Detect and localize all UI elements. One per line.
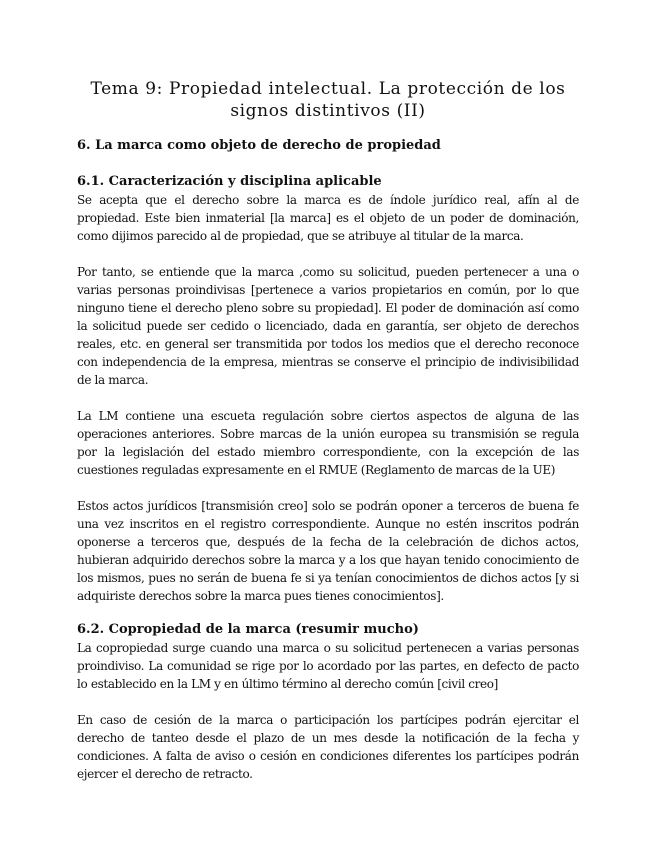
paragraph: Por tanto, se entiende que la marca ,como su solicitud, pueden pertenecer a una o varias personas proindivisas [pertenece a varios propietarios en común, por lo que ninguno tiene el derecho pleno sobre su propiedad]. El poder de dominación así como la solicitud puede ser cedido o licenciado, dada en garantía, ser objeto de derechos reales, etc. en general ser transmitida por todos los medios que el derecho reconoce con independencia de la empresa, mientras se conserve el principio de indivisibilidad de la marca. (77, 265, 579, 387)
page-title (77, 78, 579, 122)
paragraph: En caso de cesión de la marca o participación los partícipes podrán ejercitar el derecho de tanteo desde el plazo de un mes desde la notificación de la fecha y condiciones. A falta de aviso o cesión en condiciones diferentes los partícipes podrán ejercer el derecho de retracto. (77, 713, 579, 781)
paragraph: La copropiedad surge cuando una marca o su solicitud pertenecen a varias personas proindiviso. La comunidad se rige por lo acordado por las partes, en defecto de pacto lo establecido en la LM y en último término al derecho común [civil creo] (77, 641, 579, 691)
subsection-heading-6-2: 6.2. Copropiedad de la marca (resumir mucho) (77, 622, 419, 637)
section-heading-6: 6. La marca como objeto de derecho de propiedad (77, 138, 441, 153)
paragraph: Estos actos jurídicos [transmisión creo] solo se podrán oponer a terceros de buena fe una vez inscritos en el registro correspondiente. Aunque no estén inscritos podrán oponerse a terceros que, después de la fecha de la celebración de dichos actos, hubieran adquirido derechos sobre la marca y a los que hayan tenido conocimiento de los mismos, pues no serán de buena fe si ya tenían conocimientos de dichos actos [y si adquiriste derechos sobre la marca pues tienes conocimientos]. (77, 499, 579, 603)
subsection-heading-6-1: 6.1. Caracterización y disciplina aplicable (77, 174, 382, 189)
paragraph: Se acepta que el derecho sobre la marca es de índole jurídico real, afín al de propiedad. Este bien inmaterial [la marca] es el objeto de un poder de dominación, como dijimos parecido al de propiedad, que se atribuye al titular de la marca. (77, 193, 579, 243)
paragraph: La LM contiene una escueta regulación sobre ciertos aspectos de alguna de las operaciones anteriores. Sobre marcas de la unión europea su transmisión se regula por la legislación del estado miembro correspondiente, con la excepción de las cuestiones reguladas expresamente en el RMUE (Reglamento de marcas de la UE) (77, 409, 579, 477)
title-line-2: signos distintivos (II) (230, 101, 426, 121)
title-line-1: Tema 9: Propiedad intelectual. La protección de los (90, 79, 566, 99)
